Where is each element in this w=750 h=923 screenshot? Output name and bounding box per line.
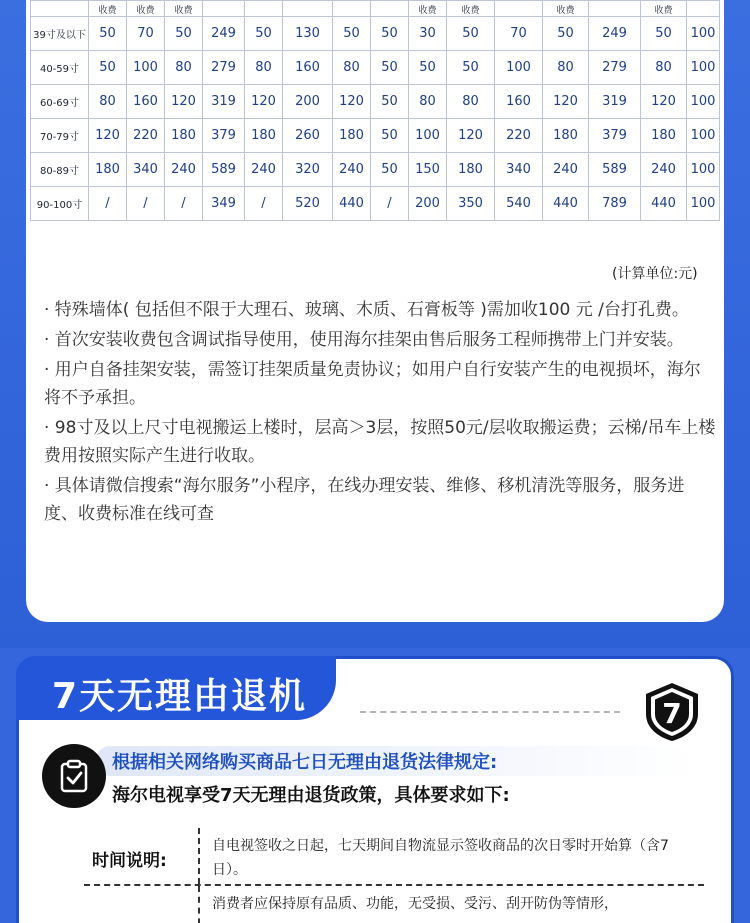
fee-cell: 150 (409, 153, 447, 187)
fee-cell: 340 (495, 153, 543, 187)
header-cell (371, 1, 409, 17)
policy-row-value: 自电视签收之日起，七天期间自物流显示签收商品的次日零时开始算（含7日）。 (212, 838, 669, 878)
size-label: 70-79寸 (31, 119, 89, 153)
fee-cell: 70 (495, 17, 543, 51)
fee-cell: 340 (127, 153, 165, 187)
header-cell: 收费 (447, 1, 495, 17)
fee-cell: 160 (495, 85, 543, 119)
fee-cell: 200 (409, 187, 447, 221)
fee-cell: 589 (589, 153, 641, 187)
badge-number: 7 (662, 697, 682, 730)
policy-row (84, 828, 704, 886)
fee-cell: 50 (371, 85, 409, 119)
fee-cell: / (127, 187, 165, 221)
fee-cell: 540 (495, 187, 543, 221)
fee-cell: 120 (543, 85, 589, 119)
policy-row (84, 886, 704, 923)
fee-cell: 50 (333, 17, 371, 51)
fee-cell: 240 (641, 153, 687, 187)
fee-cell: 80 (165, 51, 203, 85)
fee-cell: 50 (447, 51, 495, 85)
fee-cell: 80 (447, 85, 495, 119)
header-cell (245, 1, 283, 17)
installation-fee-table (30, 0, 720, 221)
header-cell (687, 1, 720, 17)
fee-cell: 249 (203, 17, 245, 51)
fee-cell: 240 (543, 153, 589, 187)
fee-cell: 80 (409, 85, 447, 119)
fee-cell: 50 (89, 17, 127, 51)
fee-cell: 319 (589, 85, 641, 119)
shield-seven-icon (640, 680, 704, 744)
fee-cell: 50 (89, 51, 127, 85)
header-cell: 收费 (165, 1, 203, 17)
fee-cell: 379 (203, 119, 245, 153)
row-divider (198, 886, 200, 923)
policy-statement: 海尔电视享受7天无理由退货政策，具体要求如下: (112, 785, 510, 806)
table-row (31, 119, 720, 153)
fee-cell: 100 (687, 187, 720, 221)
size-label: 60-69寸 (31, 85, 89, 119)
policy-table (84, 828, 704, 923)
fee-cell: 180 (165, 119, 203, 153)
header-cell: 收费 (543, 1, 589, 17)
fee-cell: / (165, 187, 203, 221)
fee-table-header-row (31, 1, 720, 17)
fee-cell: 100 (687, 119, 720, 153)
fee-cell: 180 (543, 119, 589, 153)
header-cell (333, 1, 371, 17)
fee-cell: 100 (687, 153, 720, 187)
policy-row-key: 时间说明: (92, 851, 167, 871)
header-cell (283, 1, 333, 17)
header-cell (31, 1, 89, 17)
fee-cell: 50 (371, 119, 409, 153)
note-item: · 特殊墙体( 包括但不限于大理石、玻璃、木质、石膏板等 )需加收100 元 /台打孔费。 (44, 300, 689, 320)
fee-cell: 50 (371, 17, 409, 51)
fee-cell: 349 (203, 187, 245, 221)
fee-cell: 180 (641, 119, 687, 153)
fee-cell: 220 (127, 119, 165, 153)
fee-cell: 50 (245, 17, 283, 51)
fee-cell: 130 (283, 17, 333, 51)
fee-cell: 50 (371, 51, 409, 85)
fee-cell: 100 (687, 51, 720, 85)
fee-cell: 589 (203, 153, 245, 187)
fee-cell: 320 (283, 153, 333, 187)
fee-cell: 50 (641, 17, 687, 51)
note-item: · 首次安装收费包含调试指导使用，使用海尔挂架由售后服务工程师携带上门并安装。 (44, 330, 684, 350)
fee-cell: 50 (543, 17, 589, 51)
fee-cell: 249 (589, 17, 641, 51)
legal-subheading: 根据相关网络购买商品七日无理由退货法律规定: (112, 752, 498, 773)
fee-cell: 120 (245, 85, 283, 119)
fee-cell: 100 (409, 119, 447, 153)
fee-cell: 279 (203, 51, 245, 85)
fee-cell: 120 (447, 119, 495, 153)
fee-cell: 80 (543, 51, 589, 85)
table-row (31, 153, 720, 187)
fee-cell: / (371, 187, 409, 221)
fee-cell: 440 (543, 187, 589, 221)
fee-cell: 80 (333, 51, 371, 85)
size-label: 39寸及以下 (31, 17, 89, 51)
fee-cell: 279 (589, 51, 641, 85)
header-cell: 收费 (89, 1, 127, 17)
header-cell: 收费 (641, 1, 687, 17)
header-cell (589, 1, 641, 17)
fee-cell: 50 (447, 17, 495, 51)
fee-cell: 70 (127, 17, 165, 51)
fee-cell: 180 (245, 119, 283, 153)
fee-cell: 789 (589, 187, 641, 221)
fee-cell: 100 (687, 85, 720, 119)
fee-cell: 240 (333, 153, 371, 187)
fee-cell: 180 (89, 153, 127, 187)
fee-cell: 180 (447, 153, 495, 187)
fee-cell: / (89, 187, 127, 221)
fee-cell: 120 (165, 85, 203, 119)
fee-cell: / (245, 187, 283, 221)
fee-cell: 80 (89, 85, 127, 119)
table-row (31, 17, 720, 51)
clipboard-check-icon (42, 744, 106, 808)
fee-cell: 440 (333, 187, 371, 221)
header-cell (203, 1, 245, 17)
fee-cell: 50 (371, 153, 409, 187)
header-cell: 收费 (127, 1, 165, 17)
fee-cell: 260 (283, 119, 333, 153)
fee-cell: 240 (245, 153, 283, 187)
fee-cell: 120 (89, 119, 127, 153)
fee-cell: 350 (447, 187, 495, 221)
fee-cell: 50 (165, 17, 203, 51)
header-cell: 收费 (409, 1, 447, 17)
fee-cell: 100 (495, 51, 543, 85)
table-row (31, 85, 720, 119)
fee-cell: 160 (127, 85, 165, 119)
fee-cell: 80 (245, 51, 283, 85)
fee-cell: 160 (283, 51, 333, 85)
fee-cell: 319 (203, 85, 245, 119)
header-cell (495, 1, 543, 17)
table-row (31, 51, 720, 85)
policy-row-value: 消费者应保持原有品质、功能，无受损、受污、刮开防伪等情形， (212, 896, 618, 912)
title-divider (360, 711, 620, 713)
fee-cell: 240 (165, 153, 203, 187)
fee-cell: 120 (333, 85, 371, 119)
fee-cell: 220 (495, 119, 543, 153)
fee-cell: 120 (641, 85, 687, 119)
size-label: 40-59寸 (31, 51, 89, 85)
unit-note: (计算单位:元) (612, 266, 698, 282)
fee-cell: 379 (589, 119, 641, 153)
fee-cell: 100 (127, 51, 165, 85)
size-label: 80-89寸 (31, 153, 89, 187)
section-title: 7天无理由退机 (52, 676, 308, 717)
size-label: 90-100寸 (31, 187, 89, 221)
fee-cell: 80 (641, 51, 687, 85)
fee-cell: 100 (687, 17, 720, 51)
fee-cell: 440 (641, 187, 687, 221)
note-item: · 用户自备挂架安装，需签订挂架质量免责协议；如用户自行安装产生的电视损坏，海尔将不予承担。 (44, 360, 701, 408)
notes-list (44, 296, 716, 530)
fee-cell: 50 (409, 51, 447, 85)
fee-cell: 200 (283, 85, 333, 119)
note-item: · 具体请微信搜索“海尔服务”小程序，在线办理安装、维修、移机清洗等服务，服务进度、收费标准在线可查 (44, 476, 685, 524)
note-item: · 98寸及以上尺寸电视搬运上楼时，层高＞3层，按照50元/层收取搬运费；云梯/吊车上楼费用按照实际产生进行收取。 (44, 418, 716, 466)
fee-cell: 30 (409, 17, 447, 51)
row-divider (198, 828, 200, 884)
fee-cell: 520 (283, 187, 333, 221)
table-row (31, 187, 720, 221)
fee-cell: 180 (333, 119, 371, 153)
